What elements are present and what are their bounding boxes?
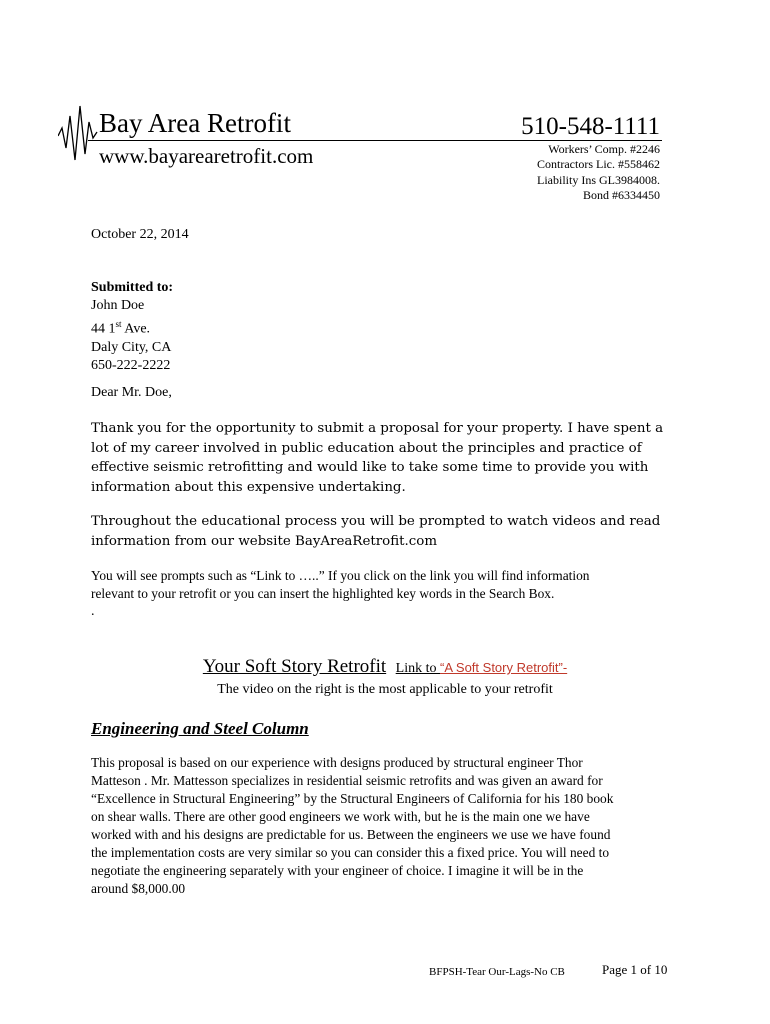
greeting: Dear Mr. Doe, — [91, 385, 172, 400]
engineering-paragraph — [91, 754, 691, 898]
paragraph-line: on shear walls. There are other good engineers we work with, but he is the main one we have — [91, 809, 590, 824]
contractors-license-line: Contractors Lic. #558462 — [537, 157, 660, 172]
workers-comp-line: Workers’ Comp. #2246 — [548, 142, 660, 156]
paragraph-line: information from our website BayAreaRetrofit.com — [91, 533, 438, 549]
seismic-wave-logo-icon — [58, 102, 98, 164]
paragraph-line: relevant to your retrofit or you can insert the highlighted key words in the Search Box. — [91, 586, 555, 601]
engineering-heading: Engineering and Steel Column — [91, 719, 309, 738]
company-website: www.bayarearetrofit.com — [99, 144, 314, 168]
paragraph-line: worked with and his designs are predictable for us. Between the engineers we use we have found — [91, 827, 611, 842]
recipient-name: John Doe — [91, 298, 145, 313]
paragraph-line: the implementation costs are very similar so you can consider this a fixed price. You will need to — [91, 845, 610, 860]
paragraph-line: Matteson . Mr. Mattesson specializes in residential seismic retrofits and was given an award for — [91, 773, 603, 788]
education-paragraph — [91, 512, 691, 551]
company-phone: 510-548-1111 — [521, 113, 660, 140]
liability-insurance-line: Liability Ins GL3984008. — [537, 172, 660, 187]
paragraph-line: Throughout the educational process you will be prompted to watch videos and read — [91, 514, 661, 529]
company-name: Bay Area Retrofit — [99, 108, 291, 138]
paragraph-line: negotiate the engineering separately with your engineer of choice. I imagine it will be in the — [91, 863, 584, 878]
footer-doc-code: BFPSH-Tear Our-Lags-No CB — [429, 966, 565, 978]
submitted-to-label: Submitted to: — [91, 280, 174, 295]
video-heading — [0, 654, 770, 682]
paragraph-line: This proposal is based on our experience with designs produced by structural engineer Thor — [91, 755, 583, 770]
soft-story-video-link[interactable]: “A Soft Story Retrofit”- — [440, 660, 568, 675]
recipient-phone: 650-222-2222 — [91, 357, 171, 373]
paragraph-line: around $8,000.00 — [91, 881, 186, 896]
link-prompt-paragraph — [91, 567, 691, 603]
video-subtitle: The video on the right is the most applicable to your retrofit — [217, 682, 553, 697]
paragraph-line: You will see prompts such as “Link to …..” If you click on the link you will find information — [91, 568, 590, 583]
bond-line: Bond #6334450 — [582, 187, 660, 202]
page-number: Page 1 of 10 — [602, 962, 668, 977]
paragraph-line: Thank you for the opportunity to submit a proposal for your property. I have spent a — [91, 421, 664, 436]
company-credentials — [537, 142, 660, 203]
stray-dot: . — [91, 604, 95, 619]
recipient-block — [91, 279, 173, 375]
paragraph-line: “Excellence in Structural Engineering” by the Structural Engineers of California for his 180 book — [91, 791, 614, 806]
link-prefix: Link to — [395, 661, 441, 676]
video-title: Your Soft Story Retrofit — [202, 656, 387, 677]
paragraph-line: lot of my career involved in public education about the principles and practice of — [91, 440, 642, 456]
paragraph-line: information about this expensive undertaking. — [91, 479, 406, 495]
paragraph-line: effective seismic retrofitting and would like to take some time to provide you with — [91, 460, 649, 475]
intro-paragraph — [91, 419, 691, 497]
recipient-address: 44 1st Ave. — [91, 319, 151, 337]
letter-date: October 22, 2014 — [91, 227, 189, 242]
recipient-city: Daly City, CA — [91, 339, 172, 355]
